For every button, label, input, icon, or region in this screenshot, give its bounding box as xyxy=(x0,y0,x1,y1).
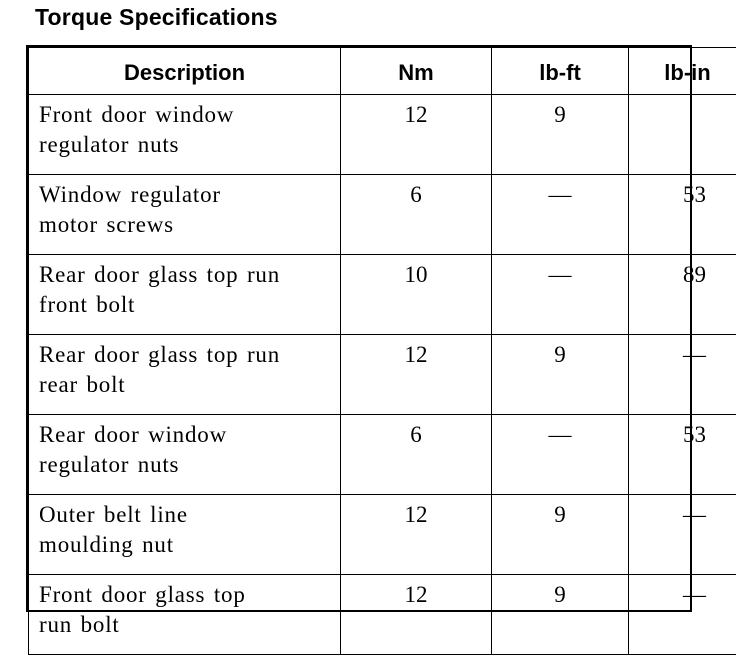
row-lb-ft: 9 xyxy=(492,495,629,575)
description-line: motor screws xyxy=(39,210,340,240)
header-nm: Nm xyxy=(341,48,492,95)
torque-table xyxy=(28,47,736,655)
table-row xyxy=(29,95,736,175)
table-row xyxy=(29,575,736,655)
row-lb-ft: — xyxy=(492,255,629,335)
description-line: regulator nuts xyxy=(39,130,340,160)
description-line: moulding nut xyxy=(39,530,340,560)
header-lb-in: lb-in xyxy=(629,48,736,95)
row-nm: 12 xyxy=(341,575,492,655)
row-description xyxy=(29,335,341,415)
row-lb-in: — xyxy=(629,335,736,415)
row-nm: 10 xyxy=(341,255,492,335)
description-line: rear bolt xyxy=(39,370,340,400)
description-line: Outer belt line xyxy=(39,500,340,530)
row-lb-in xyxy=(629,95,736,175)
header-description: Description xyxy=(29,48,341,95)
row-nm: 12 xyxy=(341,95,492,175)
description-line: Rear door glass top run xyxy=(39,260,340,290)
row-lb-in: 89 xyxy=(629,255,736,335)
row-lb-in: 53 xyxy=(629,415,736,495)
row-description xyxy=(29,575,341,655)
table-row xyxy=(29,495,736,575)
table-row xyxy=(29,335,736,415)
description-line: front bolt xyxy=(39,290,340,320)
row-description xyxy=(29,175,341,255)
description-line: Front door window xyxy=(39,100,340,130)
row-lb-ft: — xyxy=(492,175,629,255)
description-line: Rear door window xyxy=(39,420,340,450)
row-lb-ft: — xyxy=(492,415,629,495)
description-line: Rear door glass top run xyxy=(39,340,340,370)
table-row xyxy=(29,255,736,335)
row-lb-ft: 9 xyxy=(492,575,629,655)
header-lb-ft: lb-ft xyxy=(492,48,629,95)
row-lb-in: — xyxy=(629,575,736,655)
row-lb-ft: 9 xyxy=(492,95,629,175)
row-description xyxy=(29,95,341,175)
row-nm: 6 xyxy=(341,415,492,495)
row-lb-in: — xyxy=(629,495,736,575)
row-lb-in: 53 xyxy=(629,175,736,255)
description-line: Front door glass top xyxy=(39,580,340,610)
row-nm: 6 xyxy=(341,175,492,255)
row-description xyxy=(29,415,341,495)
table-row xyxy=(29,175,736,255)
row-description xyxy=(29,495,341,575)
table-row xyxy=(29,415,736,495)
row-description xyxy=(29,255,341,335)
table-header-row xyxy=(29,48,736,95)
row-nm: 12 xyxy=(341,495,492,575)
description-line: Window regulator xyxy=(39,180,340,210)
row-nm: 12 xyxy=(341,335,492,415)
description-line: regulator nuts xyxy=(39,450,340,480)
description-line: run bolt xyxy=(39,610,340,640)
row-lb-ft: 9 xyxy=(492,335,629,415)
torque-table-container xyxy=(26,45,692,612)
page-title: Torque Specifications xyxy=(35,4,278,31)
